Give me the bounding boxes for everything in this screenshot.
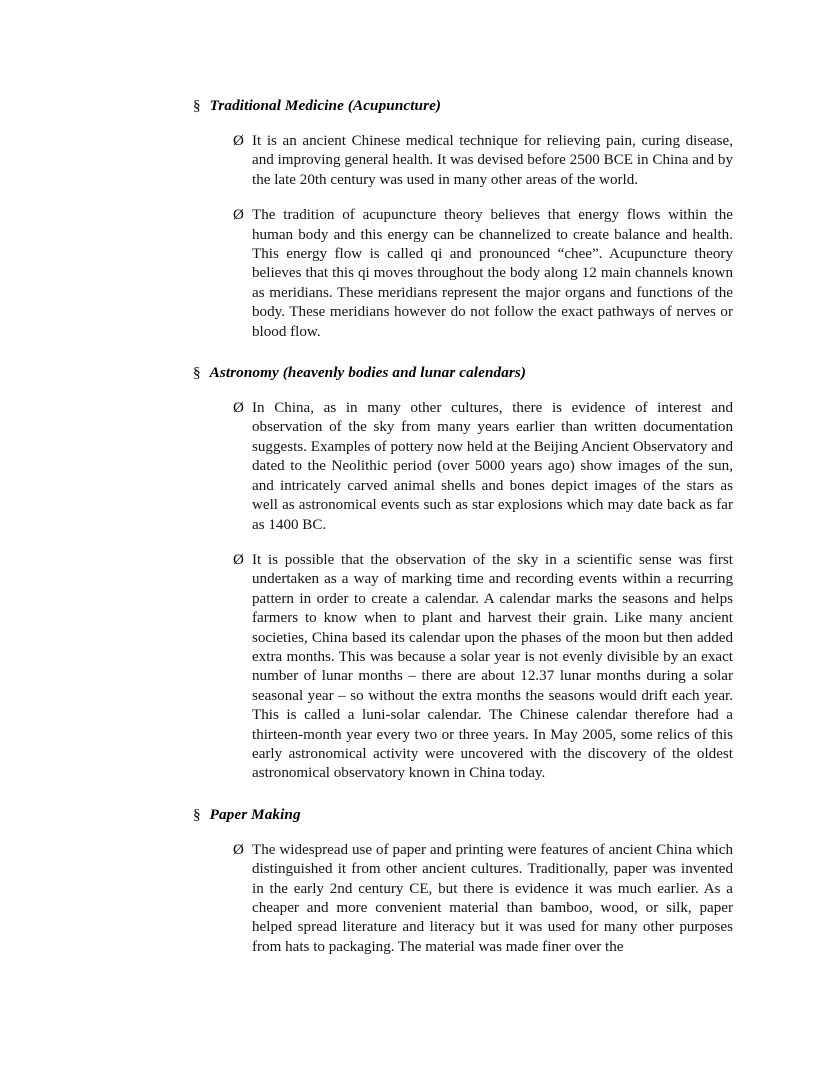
- bullet-marker-icon: Ø: [233, 133, 244, 149]
- section-title: Paper Making: [209, 805, 301, 823]
- section-marker-icon: §: [193, 364, 201, 382]
- spacer: [233, 190, 733, 206]
- section-title: Astronomy (heavenly bodies and lunar calendars): [209, 364, 527, 382]
- spacer: [193, 116, 733, 132]
- spacer: [193, 383, 733, 399]
- bullet-marker-icon: Ø: [233, 207, 244, 224]
- page-content: [193, 96, 733, 957]
- bullet-item: [233, 132, 733, 190]
- spacer: [193, 825, 733, 841]
- bullet-item: [233, 206, 733, 342]
- bullet-group-traditional-medicine: [233, 132, 733, 342]
- bullet-marker-icon: Ø: [233, 400, 244, 417]
- section-heading-astronomy: [193, 363, 733, 383]
- section-heading-paper-making: [193, 805, 733, 825]
- bullet-marker-icon: Ø: [233, 551, 244, 568]
- bullet-text: The tradition of acupuncture theory believes that energy flows within the human body and this energy can be channelized to create balance and health. This energy flow is called qi and pronounced “chee”. Acupuncture theory believes that this qi moves throughout the body along 12 main channels known as meridians. These meridians represent the major organs and functions of the body. These meridians however do not follow the exact pathways of nerves or blood flow.: [252, 207, 733, 340]
- section-heading-traditional-medicine: [193, 96, 733, 116]
- spacer: [233, 535, 733, 551]
- section-marker-icon: §: [193, 97, 201, 114]
- bullet-group-paper-making: [233, 841, 733, 957]
- bullet-group-astronomy: [233, 399, 733, 784]
- spacer: [193, 784, 733, 805]
- bullet-item: [233, 399, 733, 535]
- section-title: Traditional Medicine (Acupuncture): [209, 97, 442, 114]
- bullet-item: [233, 551, 733, 784]
- bullet-marker-icon: Ø: [233, 841, 244, 858]
- bullet-text: It is an ancient Chinese medical technique for relieving pain, curing disease, and improving general health. It was devised before 2500 BCE in China and by the late 20th century was used in many other areas of the world.: [252, 133, 733, 188]
- bullet-text: It is possible that the observation of the sky in a scientific sense was first undertaken as a way of marking time and recording events within a recurring pattern in order to create a calendar. A calendar marks the seasons and helps farmers to know when to plant and harvest their grain. Like many ancient societies, China based its calendar upon the phases of the moon but then added extra months. This was because a solar year is not evenly divisible by an exact number of lunar months – there are about 12.37 lunar months during a solar seasonal year – so without the extra months the seasons would drift each year. This is called a luni-solar calendar. The Chinese calendar therefore had a thirteen-month year every two or three years. In May 2005, some relics of this early astronomical activity were uncovered with the discovery of the oldest astronomical observatory known in China today.: [252, 551, 733, 782]
- bullet-text: The widespread use of paper and printing were features of ancient China which distinguished it from other ancient cultures. Traditionally, paper was invented in the early 2nd century CE, but there is evidence it was much earlier. As a cheaper and more convenient material than bamboo, wood, or silk, paper helped spread literature and literacy but it was used for many other purposes from hats to packaging. The material was made finer over the: [252, 841, 733, 955]
- bullet-item: [233, 841, 733, 957]
- section-marker-icon: §: [193, 805, 201, 823]
- bullet-text: In China, as in many other cultures, there is evidence of interest and observation of the sky from many years earlier than written documentation suggests. Examples of pottery now held at the Beijing Ancient Observatory and dated to the Neolithic period (over 5000 years ago) show images of the sun, and intricately carved animal shells and bones depict images of the stars as well as astronomical events such as star explosions which may date back as far as 1400 BC.: [252, 400, 733, 533]
- spacer: [193, 342, 733, 363]
